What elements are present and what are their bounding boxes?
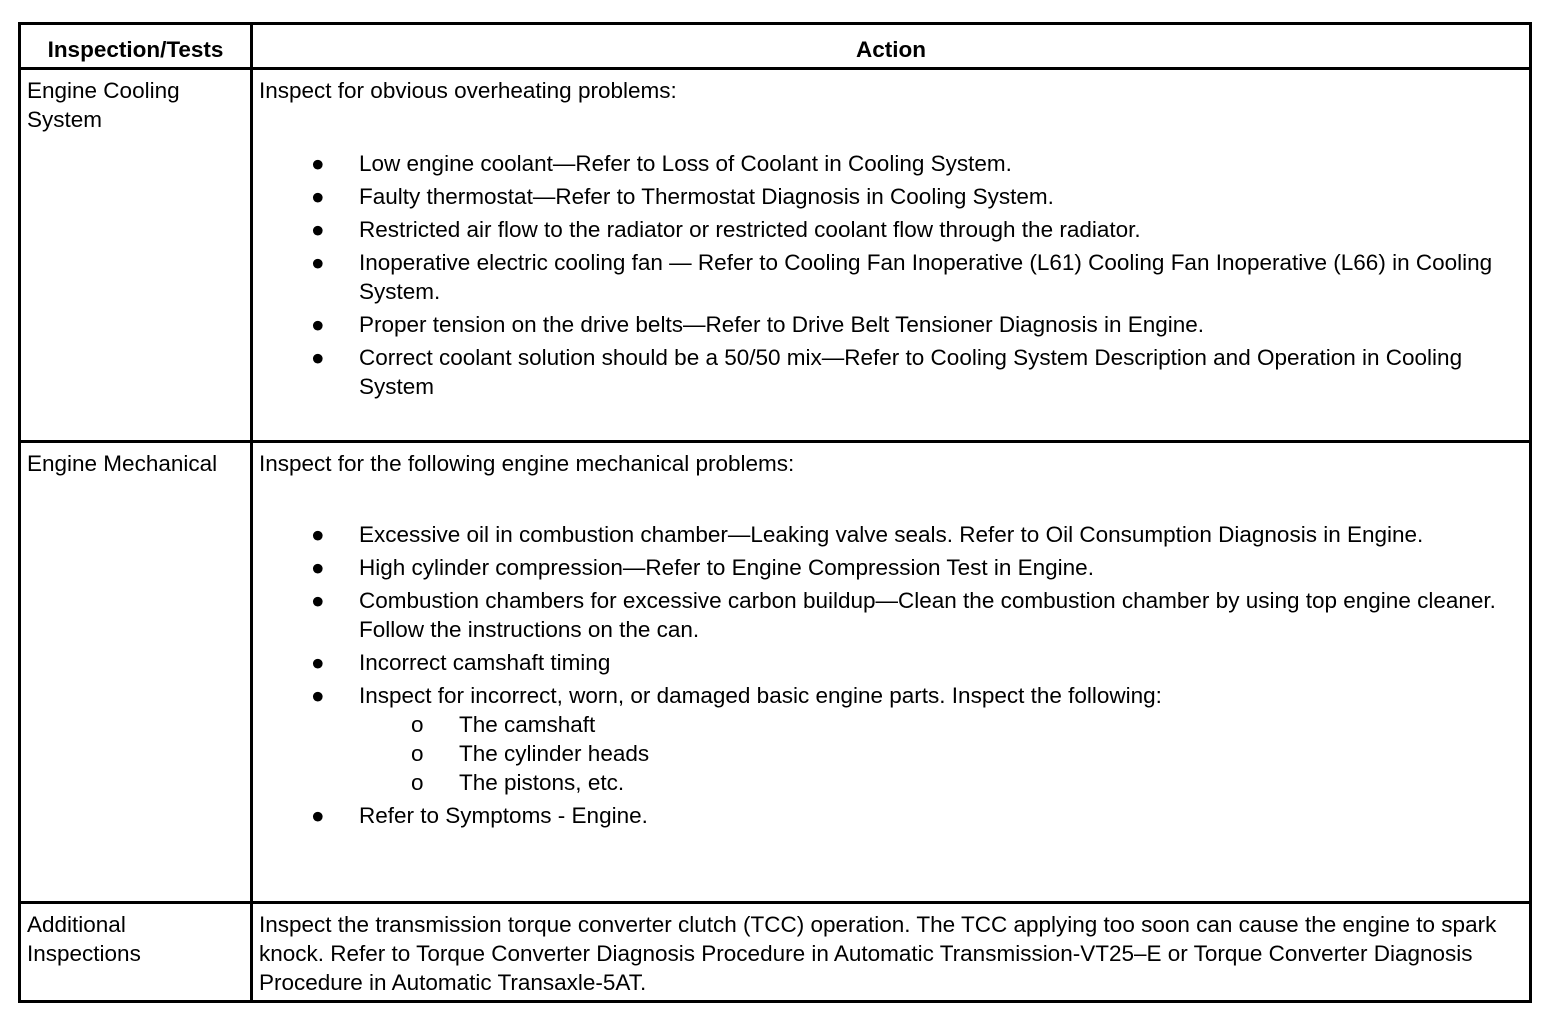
list-item-text: Correct coolant solution should be a 50/50 mix—Refer to Cooling System Description and Operation in Cooling System	[359, 345, 1463, 399]
sub-list-item-text: The camshaft	[459, 712, 596, 737]
bullet-icon: ●	[311, 683, 325, 708]
table-row	[20, 442, 1531, 903]
list-item-text: Excessive oil in combustion chamber—Leaking valve seals. Refer to Oil Consumption Diagnosis in Engine.	[359, 522, 1424, 547]
bullet-icon: ●	[311, 588, 325, 613]
list-item	[259, 149, 1523, 178]
circle-bullet-icon: o	[411, 770, 424, 795]
sub-list-item	[359, 710, 1523, 739]
sub-bullet-list	[359, 710, 1523, 797]
list-item-text: Refer to Symptoms - Engine.	[359, 803, 648, 828]
diagnosis-table	[18, 22, 1532, 1003]
sub-list-item-text: The pistons, etc.	[459, 770, 625, 795]
bullet-icon: ●	[311, 312, 325, 337]
sub-list-item	[359, 739, 1523, 768]
header-inspection-tests: Inspection/Tests	[20, 24, 252, 69]
list-item	[259, 586, 1523, 644]
bullet-icon: ●	[311, 555, 325, 580]
bullet-list	[259, 520, 1523, 830]
list-item	[259, 801, 1523, 830]
list-item	[259, 248, 1523, 306]
row-action-mechanical	[252, 442, 1531, 903]
circle-bullet-icon: o	[411, 712, 424, 737]
bullet-icon: ●	[311, 184, 325, 209]
bullet-icon: ●	[311, 803, 325, 828]
sub-list-item-text: The cylinder heads	[459, 741, 650, 766]
list-item-text: Low engine coolant—Refer to Loss of Coolant in Cooling System.	[359, 151, 1012, 176]
table-row	[20, 903, 1531, 1002]
header-action: Action	[252, 24, 1531, 69]
list-item-text: High cylinder compression—Refer to Engine Compression Test in Engine.	[359, 555, 1094, 580]
row-action-additional: Inspect the transmission torque converter clutch (TCC) operation. The TCC applying too soon can cause the engine to spark knock. Refer to Torque Converter Diagnosis Procedure in Automatic Transmission-VT25–E or Torque Converter Diagnosis Procedure in Automatic Transaxle-5AT.	[252, 903, 1531, 1002]
list-item	[259, 182, 1523, 211]
row-action-cooling	[252, 69, 1531, 442]
list-item-text: Proper tension on the drive belts—Refer to Drive Belt Tensioner Diagnosis in Engine.	[359, 312, 1205, 337]
circle-bullet-icon: o	[411, 741, 424, 766]
row-label-additional: Additional Inspections	[20, 903, 252, 1002]
list-item-text: Faulty thermostat—Refer to Thermostat Diagnosis in Cooling System.	[359, 184, 1054, 209]
list-item	[259, 681, 1523, 797]
row-label-cooling: Engine Cooling System	[20, 69, 252, 442]
list-item	[259, 343, 1523, 401]
list-item	[259, 520, 1523, 549]
list-item	[259, 553, 1523, 582]
bullet-icon: ●	[311, 217, 325, 242]
sub-list-item	[359, 768, 1523, 797]
list-item-text: Inoperative electric cooling fan — Refer to Cooling Fan Inoperative (L61) Cooling Fan Inoperative (L66) in Cooling System.	[359, 250, 1493, 304]
table-header-row	[20, 24, 1531, 69]
bullet-icon: ●	[311, 250, 325, 275]
bullet-list	[259, 149, 1523, 401]
list-item-text: Combustion chambers for excessive carbon buildup—Clean the combustion chamber by using top engine cleaner. Follow the instructions on the can.	[359, 588, 1496, 642]
action-intro: Inspect for the following engine mechanical problems:	[259, 451, 795, 476]
bullet-icon: ●	[311, 522, 325, 547]
list-item-text: Incorrect camshaft timing	[359, 650, 611, 675]
row-label-mechanical: Engine Mechanical	[20, 442, 252, 903]
table-row	[20, 69, 1531, 442]
action-intro: Inspect for obvious overheating problems:	[259, 78, 677, 103]
bullet-icon: ●	[311, 151, 325, 176]
list-item	[259, 648, 1523, 677]
list-item	[259, 215, 1523, 244]
bullet-icon: ●	[311, 650, 325, 675]
list-item-text: Inspect for incorrect, worn, or damaged basic engine parts. Inspect the following:	[359, 683, 1162, 708]
list-item-text: Restricted air flow to the radiator or restricted coolant flow through the radiator.	[359, 217, 1141, 242]
list-item	[259, 310, 1523, 339]
bullet-icon: ●	[311, 345, 325, 370]
